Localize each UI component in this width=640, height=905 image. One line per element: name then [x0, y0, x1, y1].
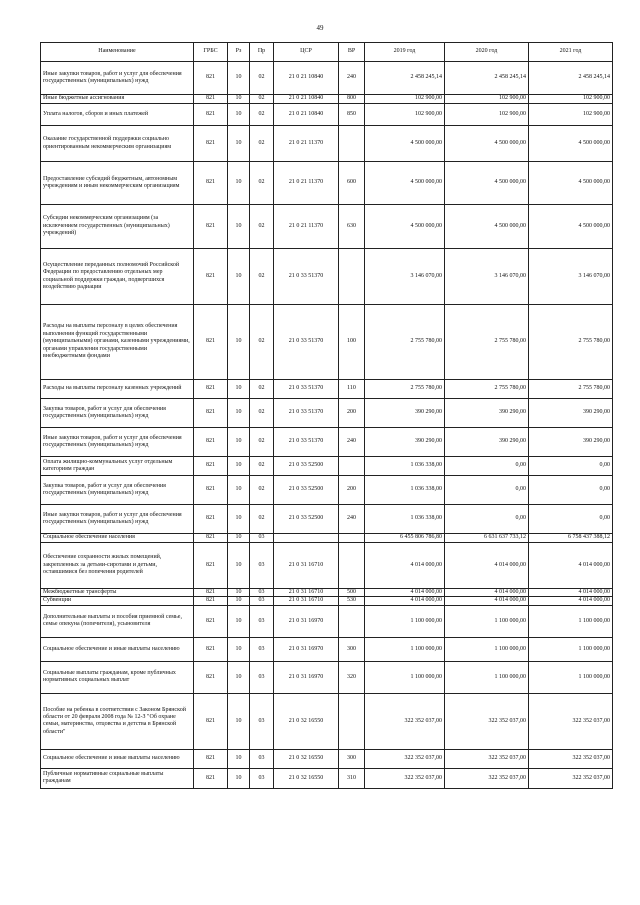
cell-csr: 21 0 33 52500: [274, 476, 339, 505]
cell-2020: 322 352 037,00: [445, 749, 529, 768]
cell-pr: 02: [250, 457, 274, 476]
cell-2019: 322 352 037,00: [365, 693, 445, 749]
table-row: [41, 637, 613, 661]
cell-pr: 02: [250, 95, 274, 104]
cell-grbs: 821: [194, 589, 228, 597]
table-row: [41, 205, 613, 249]
cell-2020: 0,00: [445, 505, 529, 534]
cell-vr: 600: [339, 162, 365, 205]
cell-2020: 322 352 037,00: [445, 693, 529, 749]
cell-rz: 10: [228, 249, 250, 305]
budget-table: [40, 42, 613, 789]
header-name: Наименование: [41, 43, 194, 62]
cell-2021: 4 014 000,00: [529, 589, 613, 597]
cell-vr: 240: [339, 428, 365, 457]
cell-2019: 4 500 000,00: [365, 162, 445, 205]
cell-pr: 03: [250, 768, 274, 788]
cell-csr: 21 0 32 16550: [274, 749, 339, 768]
header-rz: Рз: [228, 43, 250, 62]
cell-name: Социальные выплаты гражданам, кроме публичных нормативных социальных выплат: [41, 661, 194, 693]
cell-2021: 4 014 000,00: [529, 597, 613, 605]
cell-2021: 4 500 000,00: [529, 162, 613, 205]
cell-csr: 21 0 33 51370: [274, 380, 339, 399]
cell-rz: 10: [228, 104, 250, 126]
cell-name: Дополнительные выплаты и пособия приемной семье, семье опекуна (попечителя), усыновителя: [41, 605, 194, 637]
cell-rz: 10: [228, 605, 250, 637]
table-row: [41, 605, 613, 637]
cell-2020: 1 100 000,00: [445, 661, 529, 693]
cell-name: Предоставление субсидий бюджетным, автономным учреждениям и иным некоммерческим организациям: [41, 162, 194, 205]
table-row: [41, 380, 613, 399]
cell-2019: 2 458 245,14: [365, 62, 445, 95]
cell-2021: 6 758 437 388,12: [529, 534, 613, 543]
cell-name: Осуществление переданных полномочий Российской Федерации по предоставлению отдельных мер социальной поддержки граждан, подвергшихся воздействию радиации: [41, 249, 194, 305]
cell-2019: 4 500 000,00: [365, 126, 445, 162]
cell-2020: 102 900,00: [445, 104, 529, 126]
cell-csr: 21 0 31 16710: [274, 543, 339, 589]
cell-pr: 03: [250, 637, 274, 661]
cell-vr: [339, 534, 365, 543]
cell-rz: 10: [228, 589, 250, 597]
table-row: [41, 589, 613, 597]
cell-rz: 10: [228, 661, 250, 693]
cell-2020: 0,00: [445, 476, 529, 505]
table-body: [41, 62, 613, 789]
cell-grbs: 821: [194, 162, 228, 205]
cell-2019: 1 036 338,00: [365, 505, 445, 534]
cell-name: Межбюджетные трансферты: [41, 589, 194, 597]
cell-rz: 10: [228, 126, 250, 162]
table-row: [41, 95, 613, 104]
cell-pr: 03: [250, 589, 274, 597]
table-row: [41, 749, 613, 768]
table-row: [41, 476, 613, 505]
cell-pr: 03: [250, 597, 274, 605]
cell-vr: 110: [339, 380, 365, 399]
cell-rz: 10: [228, 162, 250, 205]
cell-name: Пособие на ребенка в соответствии с Законом Брянской области от 20 февраля 2008 года № 12-З "Об охране семьи, материнства, отцовства и детства в Брянской области": [41, 693, 194, 749]
cell-pr: 02: [250, 505, 274, 534]
cell-2019: 322 352 037,00: [365, 749, 445, 768]
cell-rz: 10: [228, 305, 250, 380]
cell-vr: 630: [339, 205, 365, 249]
cell-rz: 10: [228, 399, 250, 428]
cell-rz: 10: [228, 768, 250, 788]
cell-2021: 1 100 000,00: [529, 605, 613, 637]
table-row: [41, 597, 613, 605]
cell-grbs: 821: [194, 543, 228, 589]
cell-csr: 21 0 33 51370: [274, 305, 339, 380]
cell-csr: 21 0 31 16710: [274, 589, 339, 597]
table-row: [41, 543, 613, 589]
cell-rz: 10: [228, 534, 250, 543]
cell-2019: 4 014 000,00: [365, 597, 445, 605]
cell-vr: 850: [339, 104, 365, 126]
header-pr: Пр: [250, 43, 274, 62]
cell-vr: 300: [339, 749, 365, 768]
cell-vr: 300: [339, 637, 365, 661]
cell-2021: 2 458 245,14: [529, 62, 613, 95]
cell-grbs: 821: [194, 95, 228, 104]
cell-2021: 322 352 037,00: [529, 749, 613, 768]
cell-csr: 21 0 21 10840: [274, 95, 339, 104]
cell-pr: 02: [250, 162, 274, 205]
table-row: [41, 457, 613, 476]
cell-2021: 4 500 000,00: [529, 126, 613, 162]
cell-vr: 240: [339, 505, 365, 534]
cell-rz: 10: [228, 476, 250, 505]
cell-name: Обеспечение сохранности жилых помещений, закрепленных за детьми-сиротами и детьми, оставшимися без попечения родителей: [41, 543, 194, 589]
cell-2021: 4 014 000,00: [529, 543, 613, 589]
table-row: [41, 104, 613, 126]
cell-2021: 102 900,00: [529, 95, 613, 104]
cell-2019: 1 036 338,00: [365, 476, 445, 505]
cell-pr: 02: [250, 380, 274, 399]
cell-vr: [339, 605, 365, 637]
cell-grbs: 821: [194, 62, 228, 95]
cell-csr: 21 0 33 52500: [274, 505, 339, 534]
cell-csr: 21 0 21 11370: [274, 126, 339, 162]
table-row: [41, 62, 613, 95]
cell-vr: 310: [339, 768, 365, 788]
cell-2020: 390 290,00: [445, 428, 529, 457]
cell-grbs: 821: [194, 249, 228, 305]
cell-pr: 03: [250, 749, 274, 768]
cell-2021: 322 352 037,00: [529, 693, 613, 749]
cell-2021: 322 352 037,00: [529, 768, 613, 788]
cell-grbs: 821: [194, 205, 228, 249]
cell-vr: [339, 126, 365, 162]
cell-vr: 320: [339, 661, 365, 693]
cell-2020: 2 458 245,14: [445, 62, 529, 95]
cell-csr: 21 0 31 16970: [274, 605, 339, 637]
cell-2021: 390 290,00: [529, 428, 613, 457]
cell-2021: 0,00: [529, 476, 613, 505]
cell-vr: 800: [339, 95, 365, 104]
cell-grbs: 821: [194, 661, 228, 693]
cell-rz: 10: [228, 543, 250, 589]
cell-2021: 3 146 070,00: [529, 249, 613, 305]
table-row: [41, 693, 613, 749]
cell-rz: 10: [228, 749, 250, 768]
cell-2020: 322 352 037,00: [445, 768, 529, 788]
header-2019: 2019 год: [365, 43, 445, 62]
cell-vr: 200: [339, 399, 365, 428]
cell-csr: 21 0 21 11370: [274, 162, 339, 205]
cell-grbs: 821: [194, 505, 228, 534]
cell-csr: 21 0 31 16710: [274, 597, 339, 605]
cell-grbs: 821: [194, 305, 228, 380]
cell-pr: 02: [250, 62, 274, 95]
cell-csr: 21 0 21 10840: [274, 62, 339, 95]
cell-2019: 3 146 070,00: [365, 249, 445, 305]
cell-pr: 02: [250, 476, 274, 505]
header-row: [41, 43, 613, 62]
cell-2021: 390 290,00: [529, 399, 613, 428]
cell-grbs: 821: [194, 605, 228, 637]
cell-2019: 390 290,00: [365, 399, 445, 428]
cell-2020: 1 100 000,00: [445, 605, 529, 637]
table-row: [41, 126, 613, 162]
cell-csr: 21 0 32 16550: [274, 693, 339, 749]
table-row: [41, 162, 613, 205]
cell-2020: 3 146 070,00: [445, 249, 529, 305]
table-row: [41, 661, 613, 693]
cell-name: Иные бюджетные ассигнования: [41, 95, 194, 104]
cell-csr: 21 0 33 52500: [274, 457, 339, 476]
cell-csr: [274, 534, 339, 543]
header-2020: 2020 год: [445, 43, 529, 62]
cell-rz: 10: [228, 62, 250, 95]
table-row: [41, 399, 613, 428]
cell-name: Социальное обеспечение и иные выплаты населению: [41, 749, 194, 768]
cell-name: Уплата налогов, сборов и иных платежей: [41, 104, 194, 126]
cell-grbs: 821: [194, 637, 228, 661]
table-row: [41, 249, 613, 305]
table-header: [41, 43, 613, 62]
cell-2019: 390 290,00: [365, 428, 445, 457]
cell-csr: 21 0 31 16970: [274, 661, 339, 693]
cell-name: Расходы на выплаты персоналу казенных учреждений: [41, 380, 194, 399]
cell-grbs: 821: [194, 597, 228, 605]
table-row: [41, 768, 613, 788]
table-row: [41, 428, 613, 457]
cell-pr: 02: [250, 104, 274, 126]
cell-2020: 4 014 000,00: [445, 543, 529, 589]
cell-grbs: 821: [194, 693, 228, 749]
cell-rz: 10: [228, 95, 250, 104]
cell-name: Иные закупки товаров, работ и услуг для обеспечения государственных (муниципальных) нужд: [41, 505, 194, 534]
cell-csr: 21 0 32 16550: [274, 768, 339, 788]
cell-grbs: 821: [194, 476, 228, 505]
cell-pr: 02: [250, 428, 274, 457]
cell-grbs: 821: [194, 380, 228, 399]
cell-2020: 4 500 000,00: [445, 126, 529, 162]
cell-2019: 4 014 000,00: [365, 543, 445, 589]
cell-csr: 21 0 33 51370: [274, 249, 339, 305]
cell-grbs: 821: [194, 534, 228, 543]
cell-2020: 4 500 000,00: [445, 205, 529, 249]
cell-2021: 4 500 000,00: [529, 205, 613, 249]
cell-grbs: 821: [194, 749, 228, 768]
cell-2020: 4 500 000,00: [445, 162, 529, 205]
cell-2020: 4 014 000,00: [445, 589, 529, 597]
cell-name: Социальное обеспечение населения: [41, 534, 194, 543]
cell-vr: [339, 543, 365, 589]
cell-grbs: 821: [194, 428, 228, 457]
cell-2019: 1 100 000,00: [365, 661, 445, 693]
cell-name: Публичные нормативные социальные выплаты гражданам: [41, 768, 194, 788]
cell-2021: 2 755 780,00: [529, 305, 613, 380]
cell-2020: 2 755 780,00: [445, 380, 529, 399]
cell-vr: 100: [339, 305, 365, 380]
cell-pr: 03: [250, 693, 274, 749]
cell-2019: 6 455 806 786,80: [365, 534, 445, 543]
cell-pr: 03: [250, 605, 274, 637]
cell-csr: 21 0 33 51370: [274, 428, 339, 457]
cell-name: Закупка товаров, работ и услуг для обеспечения государственных (муниципальных) нужд: [41, 399, 194, 428]
cell-rz: 10: [228, 205, 250, 249]
cell-2020: 4 014 000,00: [445, 597, 529, 605]
cell-name: Субсидии некоммерческим организациям (за исключением государственных (муниципальных) учреждений): [41, 205, 194, 249]
cell-2020: 0,00: [445, 457, 529, 476]
cell-grbs: 821: [194, 104, 228, 126]
cell-vr: 200: [339, 476, 365, 505]
cell-2019: 4 500 000,00: [365, 205, 445, 249]
table-row: [41, 305, 613, 380]
header-vr: ВР: [339, 43, 365, 62]
cell-name: Иные закупки товаров, работ и услуг для обеспечения государственных (муниципальных) нужд: [41, 428, 194, 457]
cell-vr: 500: [339, 589, 365, 597]
cell-rz: 10: [228, 693, 250, 749]
cell-name: Субвенции: [41, 597, 194, 605]
cell-pr: 03: [250, 543, 274, 589]
cell-2021: 1 100 000,00: [529, 637, 613, 661]
cell-rz: 10: [228, 505, 250, 534]
cell-rz: 10: [228, 380, 250, 399]
cell-vr: [339, 457, 365, 476]
cell-2019: 1 036 338,00: [365, 457, 445, 476]
cell-2021: 0,00: [529, 505, 613, 534]
cell-2020: 390 290,00: [445, 399, 529, 428]
cell-2020: 6 631 637 733,12: [445, 534, 529, 543]
cell-rz: 10: [228, 457, 250, 476]
cell-2019: 102 900,00: [365, 95, 445, 104]
table-row: [41, 534, 613, 543]
cell-2021: 1 100 000,00: [529, 661, 613, 693]
cell-pr: 03: [250, 534, 274, 543]
cell-name: Оказание государственной поддержки социально ориентированным некоммерческим организациям: [41, 126, 194, 162]
page-number: 49: [316, 24, 324, 32]
cell-name: Расходы на выплаты персоналу в целях обеспечения выполнения функций государственными (муниципальными) органами, казенными учреждениями, органами управления государственными внебюджетными фондами: [41, 305, 194, 380]
cell-2021: 2 755 780,00: [529, 380, 613, 399]
cell-grbs: 821: [194, 768, 228, 788]
cell-name: Социальное обеспечение и иные выплаты населению: [41, 637, 194, 661]
cell-2019: 322 352 037,00: [365, 768, 445, 788]
cell-2021: 102 900,00: [529, 104, 613, 126]
cell-grbs: 821: [194, 457, 228, 476]
cell-2019: 2 755 780,00: [365, 380, 445, 399]
cell-2019: 4 014 000,00: [365, 589, 445, 597]
cell-csr: 21 0 21 10840: [274, 104, 339, 126]
cell-2020: 102 900,00: [445, 95, 529, 104]
cell-grbs: 821: [194, 126, 228, 162]
header-2021: 2021 год: [529, 43, 613, 62]
cell-pr: 02: [250, 205, 274, 249]
table-row: [41, 505, 613, 534]
cell-rz: 10: [228, 428, 250, 457]
header-csr: ЦСР: [274, 43, 339, 62]
cell-pr: 02: [250, 399, 274, 428]
cell-rz: 10: [228, 597, 250, 605]
cell-csr: 21 0 21 11370: [274, 205, 339, 249]
cell-2019: 102 900,00: [365, 104, 445, 126]
cell-csr: 21 0 31 16970: [274, 637, 339, 661]
cell-vr: [339, 693, 365, 749]
cell-pr: 02: [250, 126, 274, 162]
cell-pr: 03: [250, 661, 274, 693]
cell-name: Иные закупки товаров, работ и услуг для обеспечения государственных (муниципальных) нужд: [41, 62, 194, 95]
cell-name: Оплата жилищно-коммунальных услуг отдельным категориям граждан: [41, 457, 194, 476]
cell-vr: [339, 249, 365, 305]
cell-2019: 1 100 000,00: [365, 637, 445, 661]
cell-vr: 240: [339, 62, 365, 95]
cell-vr: 530: [339, 597, 365, 605]
cell-pr: 02: [250, 249, 274, 305]
cell-2020: 1 100 000,00: [445, 637, 529, 661]
cell-pr: 02: [250, 305, 274, 380]
cell-2021: 0,00: [529, 457, 613, 476]
cell-name: Закупка товаров, работ и услуг для обеспечения государственных (муниципальных) нужд: [41, 476, 194, 505]
cell-2020: 2 755 780,00: [445, 305, 529, 380]
cell-2019: 1 100 000,00: [365, 605, 445, 637]
cell-rz: 10: [228, 637, 250, 661]
cell-2019: 2 755 780,00: [365, 305, 445, 380]
header-grbs: ГРБС: [194, 43, 228, 62]
cell-grbs: 821: [194, 399, 228, 428]
cell-csr: 21 0 33 51370: [274, 399, 339, 428]
